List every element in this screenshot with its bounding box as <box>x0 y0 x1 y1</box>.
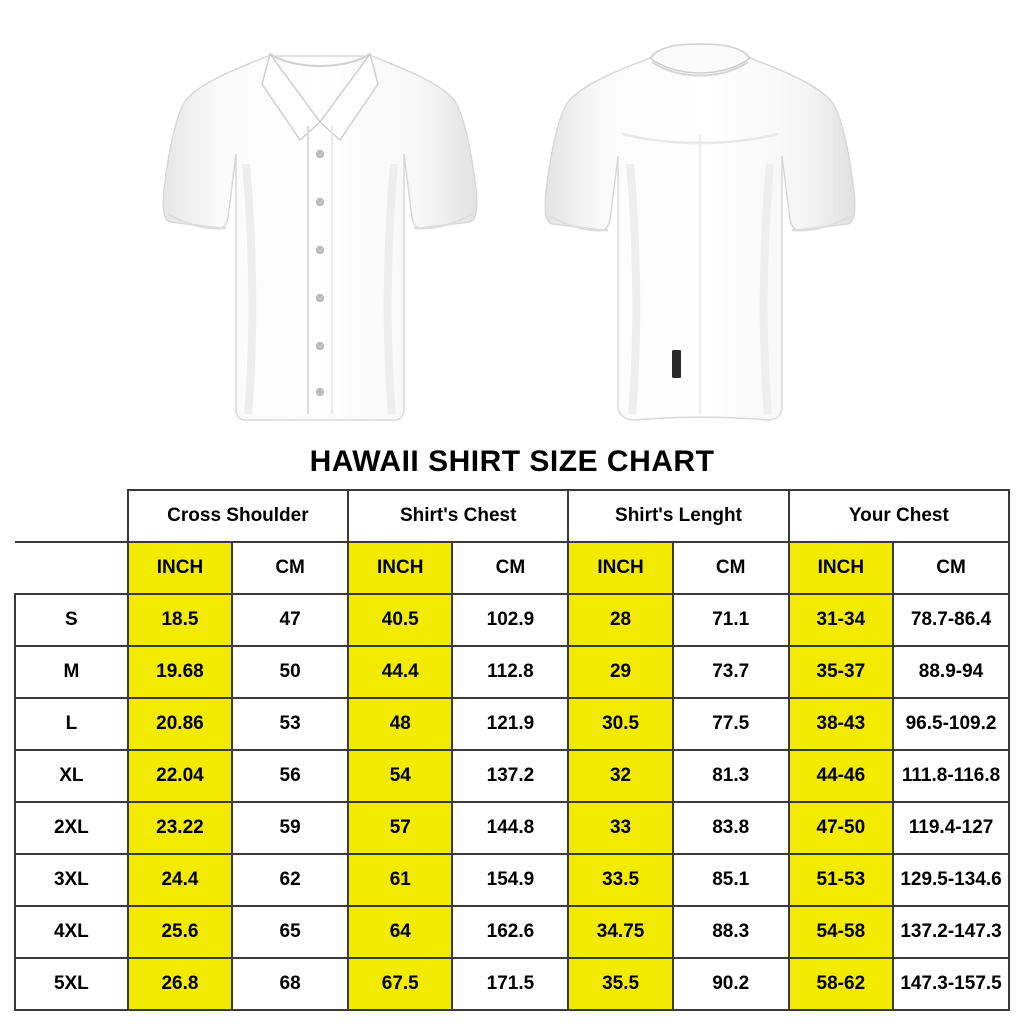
table-row <box>15 854 1009 906</box>
cell-cross-shoulder-inch: 25.6 <box>128 906 232 958</box>
shirt-front-image <box>150 14 490 434</box>
table-row <box>15 750 1009 802</box>
cell-your-chest-inch: 38-43 <box>789 698 893 750</box>
cell-chest-inch: 61 <box>348 854 452 906</box>
cell-your-chest-inch: 35-37 <box>789 646 893 698</box>
row-size-label: L <box>15 698 128 750</box>
cell-your-chest-cm: 88.9-94 <box>893 646 1009 698</box>
row-size-label: 5XL <box>15 958 128 1010</box>
cell-chest-cm: 112.8 <box>452 646 568 698</box>
cell-cross-shoulder-cm: 47 <box>232 594 348 646</box>
unit-header-length-inch: INCH <box>568 542 672 594</box>
unit-header-length-cm: CM <box>673 542 789 594</box>
cell-your-chest-cm: 129.5-134.6 <box>893 854 1009 906</box>
cell-length-inch: 32 <box>568 750 672 802</box>
unit-header-chest-inch: INCH <box>348 542 452 594</box>
cell-chest-cm: 102.9 <box>452 594 568 646</box>
cell-length-cm: 71.1 <box>673 594 789 646</box>
cell-length-cm: 90.2 <box>673 958 789 1010</box>
cell-length-inch: 33 <box>568 802 672 854</box>
cell-your-chest-cm: 119.4-127 <box>893 802 1009 854</box>
cell-cross-shoulder-cm: 53 <box>232 698 348 750</box>
brand-label-icon <box>672 350 681 378</box>
cell-your-chest-cm: 78.7-86.4 <box>893 594 1009 646</box>
table-unit-header-row <box>15 542 1009 594</box>
cell-cross-shoulder-inch: 22.04 <box>128 750 232 802</box>
cell-your-chest-inch: 44-46 <box>789 750 893 802</box>
page-title: HAWAII SHIRT SIZE CHART <box>309 445 715 478</box>
cell-length-cm: 73.7 <box>673 646 789 698</box>
cell-your-chest-inch: 54-58 <box>789 906 893 958</box>
cell-chest-cm: 171.5 <box>452 958 568 1010</box>
cell-length-inch: 30.5 <box>568 698 672 750</box>
corner-cell-2 <box>15 542 128 594</box>
table-row <box>15 958 1009 1010</box>
cell-chest-cm: 162.6 <box>452 906 568 958</box>
cell-chest-cm: 144.8 <box>452 802 568 854</box>
cell-your-chest-inch: 47-50 <box>789 802 893 854</box>
cell-length-inch: 29 <box>568 646 672 698</box>
cell-chest-cm: 121.9 <box>452 698 568 750</box>
cell-cross-shoulder-inch: 23.22 <box>128 802 232 854</box>
cell-cross-shoulder-cm: 68 <box>232 958 348 1010</box>
size-chart-table-wrapper <box>0 489 1024 1011</box>
cell-length-inch: 35.5 <box>568 958 672 1010</box>
cell-length-cm: 88.3 <box>673 906 789 958</box>
cell-chest-inch: 57 <box>348 802 452 854</box>
cell-chest-inch: 64 <box>348 906 452 958</box>
cell-chest-inch: 67.5 <box>348 958 452 1010</box>
cell-chest-cm: 154.9 <box>452 854 568 906</box>
unit-header-your-chest-cm: CM <box>893 542 1009 594</box>
table-row <box>15 698 1009 750</box>
cell-your-chest-inch: 31-34 <box>789 594 893 646</box>
cell-length-cm: 81.3 <box>673 750 789 802</box>
row-size-label: XL <box>15 750 128 802</box>
table-group-header-row <box>15 490 1009 542</box>
unit-header-cross-shoulder-cm: CM <box>232 542 348 594</box>
cell-cross-shoulder-inch: 24.4 <box>128 854 232 906</box>
cell-your-chest-inch: 58-62 <box>789 958 893 1010</box>
row-size-label: S <box>15 594 128 646</box>
group-header-cross-shoulder: Cross Shoulder <box>128 490 348 542</box>
cell-your-chest-cm: 147.3-157.5 <box>893 958 1009 1010</box>
cell-length-cm: 83.8 <box>673 802 789 854</box>
unit-header-your-chest-inch: INCH <box>789 542 893 594</box>
cell-your-chest-cm: 111.8-116.8 <box>893 750 1009 802</box>
cell-cross-shoulder-cm: 50 <box>232 646 348 698</box>
table-row <box>15 906 1009 958</box>
cell-cross-shoulder-inch: 26.8 <box>128 958 232 1010</box>
cell-length-cm: 85.1 <box>673 854 789 906</box>
cell-chest-inch: 48 <box>348 698 452 750</box>
cell-cross-shoulder-cm: 62 <box>232 854 348 906</box>
unit-header-cross-shoulder-inch: INCH <box>128 542 232 594</box>
group-header-shirts-length: Shirt's Lenght <box>568 490 788 542</box>
corner-cell <box>15 490 128 542</box>
cell-your-chest-inch: 51-53 <box>789 854 893 906</box>
cell-length-inch: 33.5 <box>568 854 672 906</box>
cell-length-cm: 77.5 <box>673 698 789 750</box>
row-size-label: M <box>15 646 128 698</box>
shirt-illustrations <box>0 0 1024 445</box>
row-size-label: 2XL <box>15 802 128 854</box>
cell-cross-shoulder-cm: 59 <box>232 802 348 854</box>
table-row <box>15 646 1009 698</box>
cell-chest-inch: 40.5 <box>348 594 452 646</box>
cell-chest-inch: 44.4 <box>348 646 452 698</box>
cell-cross-shoulder-cm: 56 <box>232 750 348 802</box>
unit-header-chest-cm: CM <box>452 542 568 594</box>
cell-your-chest-cm: 96.5-109.2 <box>893 698 1009 750</box>
table-body <box>15 594 1009 1010</box>
table-row <box>15 802 1009 854</box>
cell-cross-shoulder-inch: 20.86 <box>128 698 232 750</box>
cell-cross-shoulder-inch: 18.5 <box>128 594 232 646</box>
cell-length-inch: 34.75 <box>568 906 672 958</box>
size-chart-table <box>14 489 1010 1011</box>
group-header-your-chest: Your Chest <box>789 490 1009 542</box>
shirt-back-image <box>530 14 870 434</box>
cell-cross-shoulder-cm: 65 <box>232 906 348 958</box>
cell-chest-cm: 137.2 <box>452 750 568 802</box>
row-size-label: 3XL <box>15 854 128 906</box>
cell-cross-shoulder-inch: 19.68 <box>128 646 232 698</box>
group-header-shirts-chest: Shirt's Chest <box>348 490 568 542</box>
cell-your-chest-cm: 137.2-147.3 <box>893 906 1009 958</box>
cell-chest-inch: 54 <box>348 750 452 802</box>
cell-length-inch: 28 <box>568 594 672 646</box>
table-row <box>15 594 1009 646</box>
row-size-label: 4XL <box>15 906 128 958</box>
